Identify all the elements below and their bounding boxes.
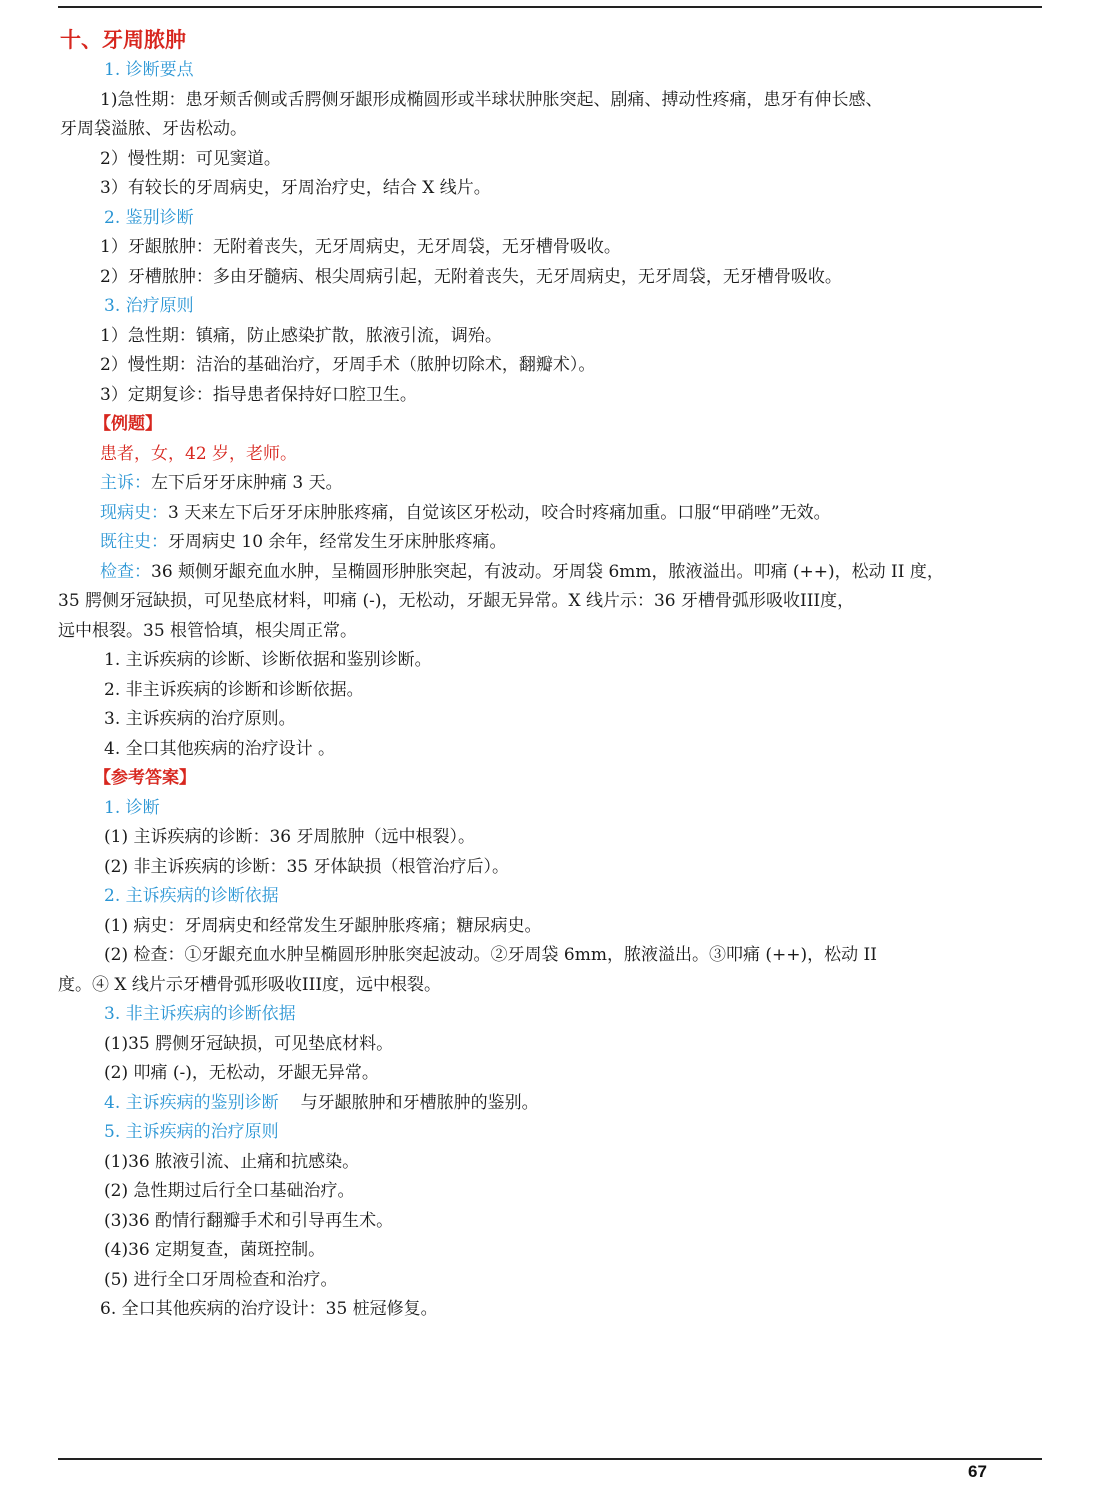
footer-rule	[58, 1458, 1042, 1460]
text-line: 2）慢性期：洁治的基础治疗，牙周手术（脓肿切除术，翻瓣术）。	[100, 355, 596, 375]
text-line: 2）慢性期：可见窦道。	[100, 148, 281, 169]
heading-answer-differential: 4. 主诉疾病的鉴别诊断	[104, 1092, 279, 1113]
text-line: 1）牙龈脓肿：无附着丧失，无牙周病史，无牙周袋，无牙槽骨吸收。	[100, 237, 621, 257]
patient-info: 患者，女，42 岁，老师。	[100, 443, 298, 464]
text-line: (2) 检查：①牙龈充血水肿呈椭圆形肿胀突起波动。②牙周袋 6mm，脓液溢出。③叩痛 (++)，松动 II	[104, 945, 877, 965]
differential-text: 与牙龈脓肿和牙槽脓肿的鉴别。	[300, 1092, 539, 1113]
text-line: 6. 全口其他疾病的治疗设计：35 桩冠修复。	[100, 1299, 438, 1319]
chief-complaint	[58, 469, 1050, 499]
question: 4. 全口其他疾病的治疗设计 。	[104, 738, 336, 759]
text-line: (2) 叩痛 (-)，无松动，牙龈无异常。	[104, 1063, 379, 1083]
question: 2. 非主诉疾病的诊断和诊断依据。	[104, 679, 364, 700]
question: 1. 主诉疾病的诊断、诊断依据和鉴别诊断。	[104, 650, 432, 670]
text-line: (5) 进行全口牙周检查和治疗。	[104, 1269, 338, 1290]
text-line: 3）有较长的牙周病史，牙周治疗史，结合 X 线片。	[100, 178, 491, 198]
text-line: 2）牙槽脓肿：多由牙髓病、根尖周病引起，无附着丧失，无牙周病史，无牙周袋，无牙槽骨吸收。	[100, 266, 842, 287]
question: 3. 主诉疾病的治疗原则。	[104, 709, 296, 729]
text-line: 1）急性期：镇痛，防止感染扩散，脓液引流，调殆。	[100, 325, 502, 346]
exam-text: 36 颊侧牙龈充血水肿，呈椭圆形肿胀突起，有波动。牙周袋 6mm，脓液溢出。叩痛 (++)，松动 II 度，	[151, 561, 944, 582]
past-text: 牙周病史 10 余年，经常发生牙床肿胀疼痛。	[168, 532, 507, 552]
complaint-label: 主诉：	[100, 473, 151, 493]
answer-differential	[58, 1089, 1050, 1119]
text-line: (4)36 定期复查，菌斑控制。	[104, 1240, 326, 1260]
text-line: (2) 非主诉疾病的诊断：35 牙体缺损（根管治疗后）。	[104, 856, 510, 877]
text-line: 3）定期复诊：指导患者保持好口腔卫生。	[100, 384, 417, 405]
heading-treatment: 3. 治疗原则	[104, 296, 194, 316]
example-heading: 【例题】	[94, 414, 162, 434]
text-line: (2) 急性期过后行全口基础治疗。	[104, 1181, 355, 1201]
answer-heading: 【参考答案】	[94, 768, 196, 788]
text-line: 远中根裂。35 根管恰填，根尖周正常。	[58, 620, 358, 641]
page-content	[58, 24, 1050, 1325]
page-number: 67	[968, 1462, 987, 1481]
present-text: 3 天来左下后牙牙床肿胀疼痛，自觉该区牙松动，咬合时疼痛加重。口服“甲硝唑”无效。	[168, 502, 831, 523]
text-line: (1)36 脓液引流、止痛和抗感染。	[104, 1151, 360, 1172]
text-line: 度。④ X 线片示牙槽骨弧形吸收III度，远中根裂。	[58, 974, 442, 995]
heading-answer-basis: 2. 主诉疾病的诊断依据	[104, 886, 279, 906]
heading-answer-nonchief: 3. 非主诉疾病的诊断依据	[104, 1004, 296, 1024]
present-label: 现病史：	[100, 502, 168, 523]
header-rule	[58, 6, 1042, 8]
past-label: 既往史：	[100, 532, 168, 552]
text-line: 牙周袋溢脓、牙齿松动。	[60, 119, 247, 139]
present-history	[58, 499, 1050, 529]
complaint-text: 左下后牙牙床肿痛 3 天。	[151, 473, 343, 493]
exam-label: 检查：	[100, 561, 151, 582]
text-line: (1) 病史：牙周病史和经常发生牙龈肿胀疼痛；糖尿病史。	[104, 915, 542, 936]
text-line: (1) 主诉疾病的诊断：36 牙周脓肿（远中根裂）。	[104, 827, 476, 847]
past-history	[58, 528, 1050, 558]
text-line: 35 腭侧牙冠缺损，可见垫底材料，叩痛 (-)，无松动，牙龈无异常。X 线片示：36 牙槽骨弧形吸收III度，	[58, 591, 855, 611]
section-title: 十、牙周脓肿	[60, 28, 186, 52]
heading-differential: 2. 鉴别诊断	[104, 207, 194, 228]
text-line: (1)35 腭侧牙冠缺损，可见垫底材料。	[104, 1033, 394, 1054]
heading-answer-diagnosis: 1. 诊断	[104, 797, 160, 818]
examination	[58, 558, 1050, 588]
text-line: 1)急性期：患牙颊舌侧或舌腭侧牙龈形成椭圆形或半球状肿胀突起、剧痛、搏动性疼痛，患牙有伸长感、	[100, 89, 883, 110]
heading-answer-treatment: 5. 主诉疾病的治疗原则	[104, 1122, 279, 1142]
heading-diagnosis-points: 1. 诊断要点	[104, 60, 194, 80]
text-line: (3)36 酌情行翻瓣手术和引导再生术。	[104, 1210, 394, 1231]
